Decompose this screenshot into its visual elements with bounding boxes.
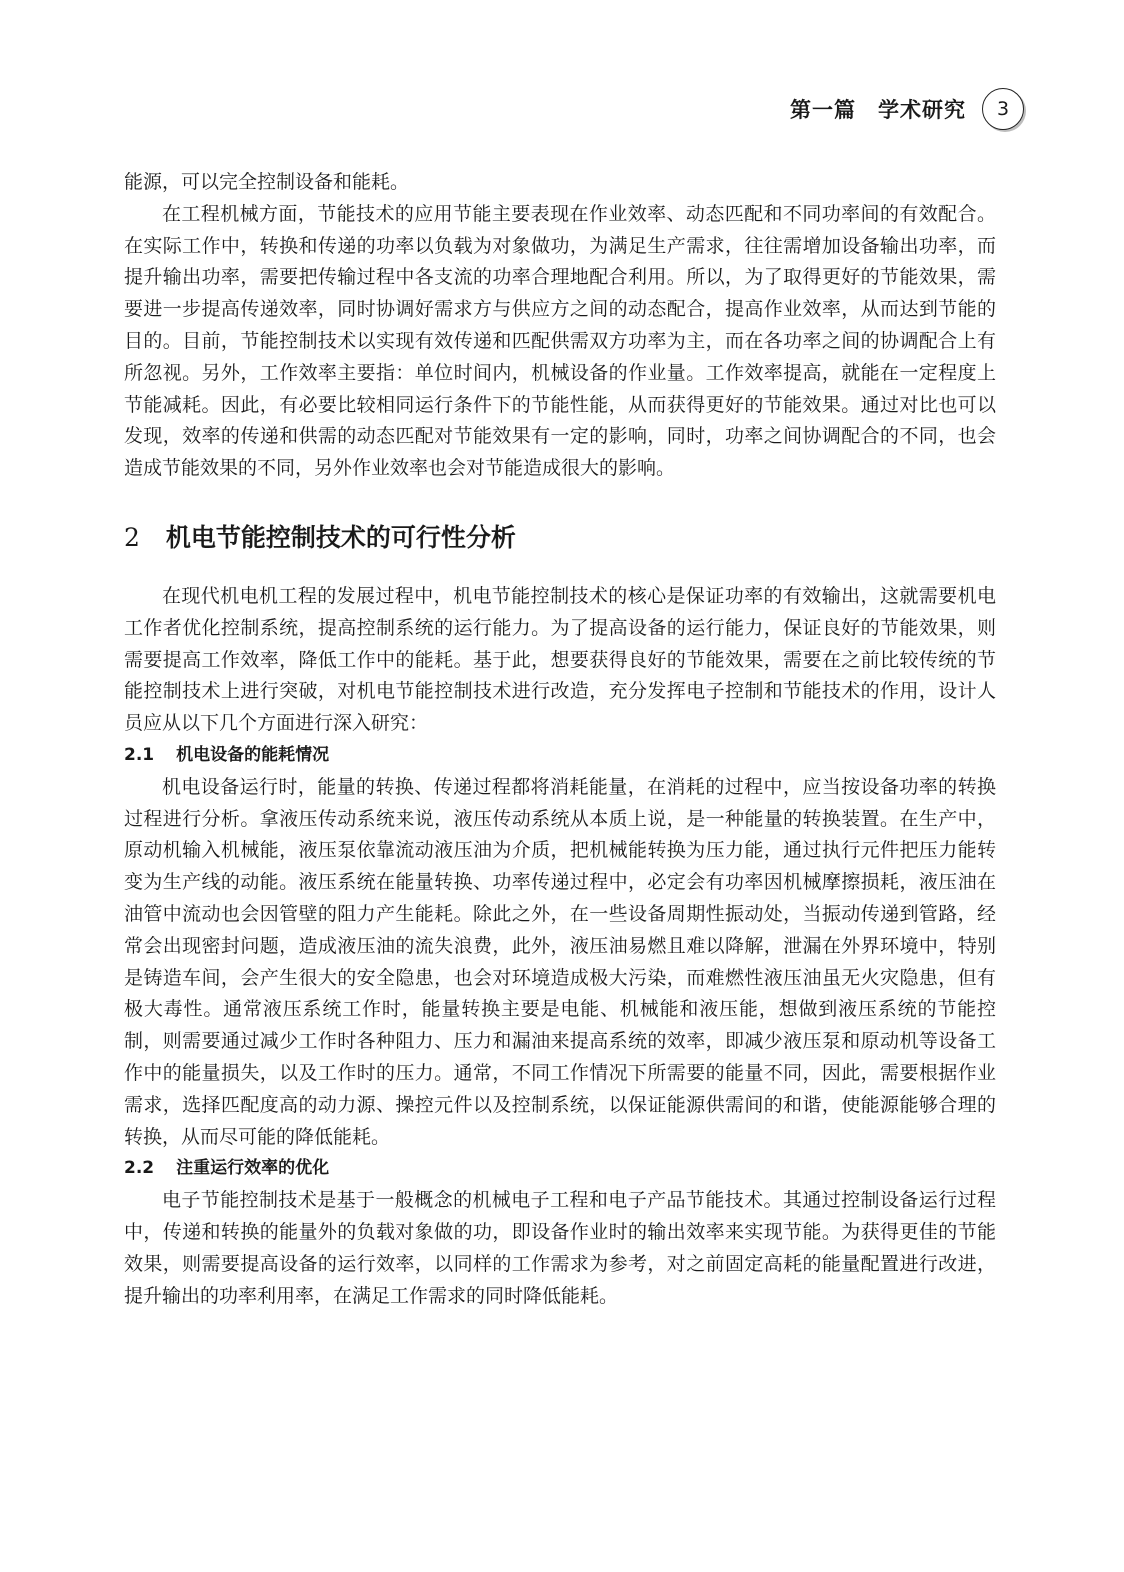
- subsection-title: 注重运行效率的优化: [176, 1158, 330, 1179]
- paragraph-engineering-machinery: 在工程机械方面，节能技术的应用节能主要表现在作业效率、动态匹配和不同功率间的有效配合。在实际工作中，转换和传递的功率以负载为对象做功，为满足生产需求，往往需增加设备输出功率，而提升输出功率，需要把传输过程中各支流的功率合理地配合利用。所以，为了取得更好的节能效果，需要进一步提高传递效率，同时协调好需求方与供应方之间的动态配合，提高作业效率，从而达到节能的目的。目前，节能控制技术以实现有效传递和匹配供需双方功率为主，而在各功率之间的协调配合上有所忽视。另外，工作效率主要指：单位时间内，机械设备的作业量。工作效率提高，就能在一定程度上节能减耗。因此，有必要比较相同运行条件下的节能性能，从而获得更好的节能效果。通过对比也可以发现，效率的传递和供需的动态匹配对节能效果有一定的影响，同时，功率之间协调配合的不同，也会造成节能效果的不同，另外作业效率也会对节能造成很大的影响。: [124, 202, 996, 480]
- paragraph-efficiency-optimization: 电子节能控制技术是基于一般概念的机械电子工程和电子产品节能技术。其通过控制设备运行过程中，传递和转换的能量外的负载对象做的功，即设备作业时的输出效率来实现节能。为获得更佳的节能效果，则需要提高设备的运行效率，以同样的工作需求为参考，对之前固定高耗的能量配置进行改进，提升输出的功率利用率，在满足工作需求的同时降低能耗。: [124, 1189, 996, 1307]
- page-number: 3: [996, 98, 1010, 120]
- subsection-number: 2.1: [124, 744, 155, 765]
- subsection-heading-2-2: [124, 1153, 996, 1185]
- section-heading: [124, 521, 996, 555]
- subsection-title: 机电设备的能耗情况: [176, 744, 330, 765]
- paragraph-section-intro: 在现代机电机工程的发展过程中，机电节能控制技术的核心是保证功率的有效输出，这就需要机电工作者优化控制系统，提高控制系统的运行能力。为了提高设备的运行能力，保证良好的节能效果，则需要提高工作效率，降低工作中的能耗。基于此，想要获得良好的节能效果，需要在之前比较传统的节能控制技术上进行突破，对机电节能控制技术进行改造，充分发挥电子控制和节能技术的作用，设计人员应从以下几个方面进行深入研究：: [124, 584, 996, 735]
- subsection-number: 2.2: [124, 1158, 155, 1179]
- page-number-badge: [982, 88, 1024, 130]
- header-section-name: 第一篇 学术研究: [790, 98, 966, 122]
- paragraph-continuation: 能源，可以完全控制设备和能耗。: [124, 171, 410, 193]
- section-number: 2: [124, 522, 140, 552]
- page-content: [124, 167, 996, 1312]
- paragraph-energy-consumption: 机电设备运行时，能量的转换、传递过程都将消耗能量，在消耗的过程中，应当按设备功率的转换过程进行分析。拿液压传动系统来说，液压传动系统从本质上说，是一种能量的转换装置。在生产中，原动机输入机械能，液压泵依靠流动液压油为介质，把机械能转换为压力能，通过执行元件把压力能转变为生产线的动能。液压系统在能量转换、功率传递过程中，必定会有功率因机械摩擦损耗，液压油在油管中流动也会因管壁的阻力产生能耗。除此之外，在一些设备周期性振动处，当振动传递到管路，经常会出现密封问题，造成液压油的流失浪费，此外，液压油易燃且难以降解，泄漏在外界环境中，特别是铸造车间，会产生很大的安全隐患，也会对环境造成极大污染，而难燃性液压油虽无火灾隐患，但有极大毒性。通常液压系统工作时，能量转换主要是电能、机械能和液压能，想做到液压系统的节能控制，则需要通过减少工作时各种阻力、压力和漏油来提高系统的效率，即减少液压泵和原动机等设备工作中的能量损失，以及工作时的压力。通常，不同工作情况下所需要的能量不同，因此，需要根据作业需求，选择匹配度高的动力源、操控元件以及控制系统，以保证能源供需间的和谐，使能源能够合理的转换，从而尽可能的降低能耗。: [124, 775, 996, 1148]
- document-page: [124, 0, 1010, 1572]
- section-title: 机电节能控制技术的可行性分析: [165, 522, 516, 552]
- subsection-heading-2-1: [124, 740, 996, 772]
- running-header: [790, 84, 1024, 134]
